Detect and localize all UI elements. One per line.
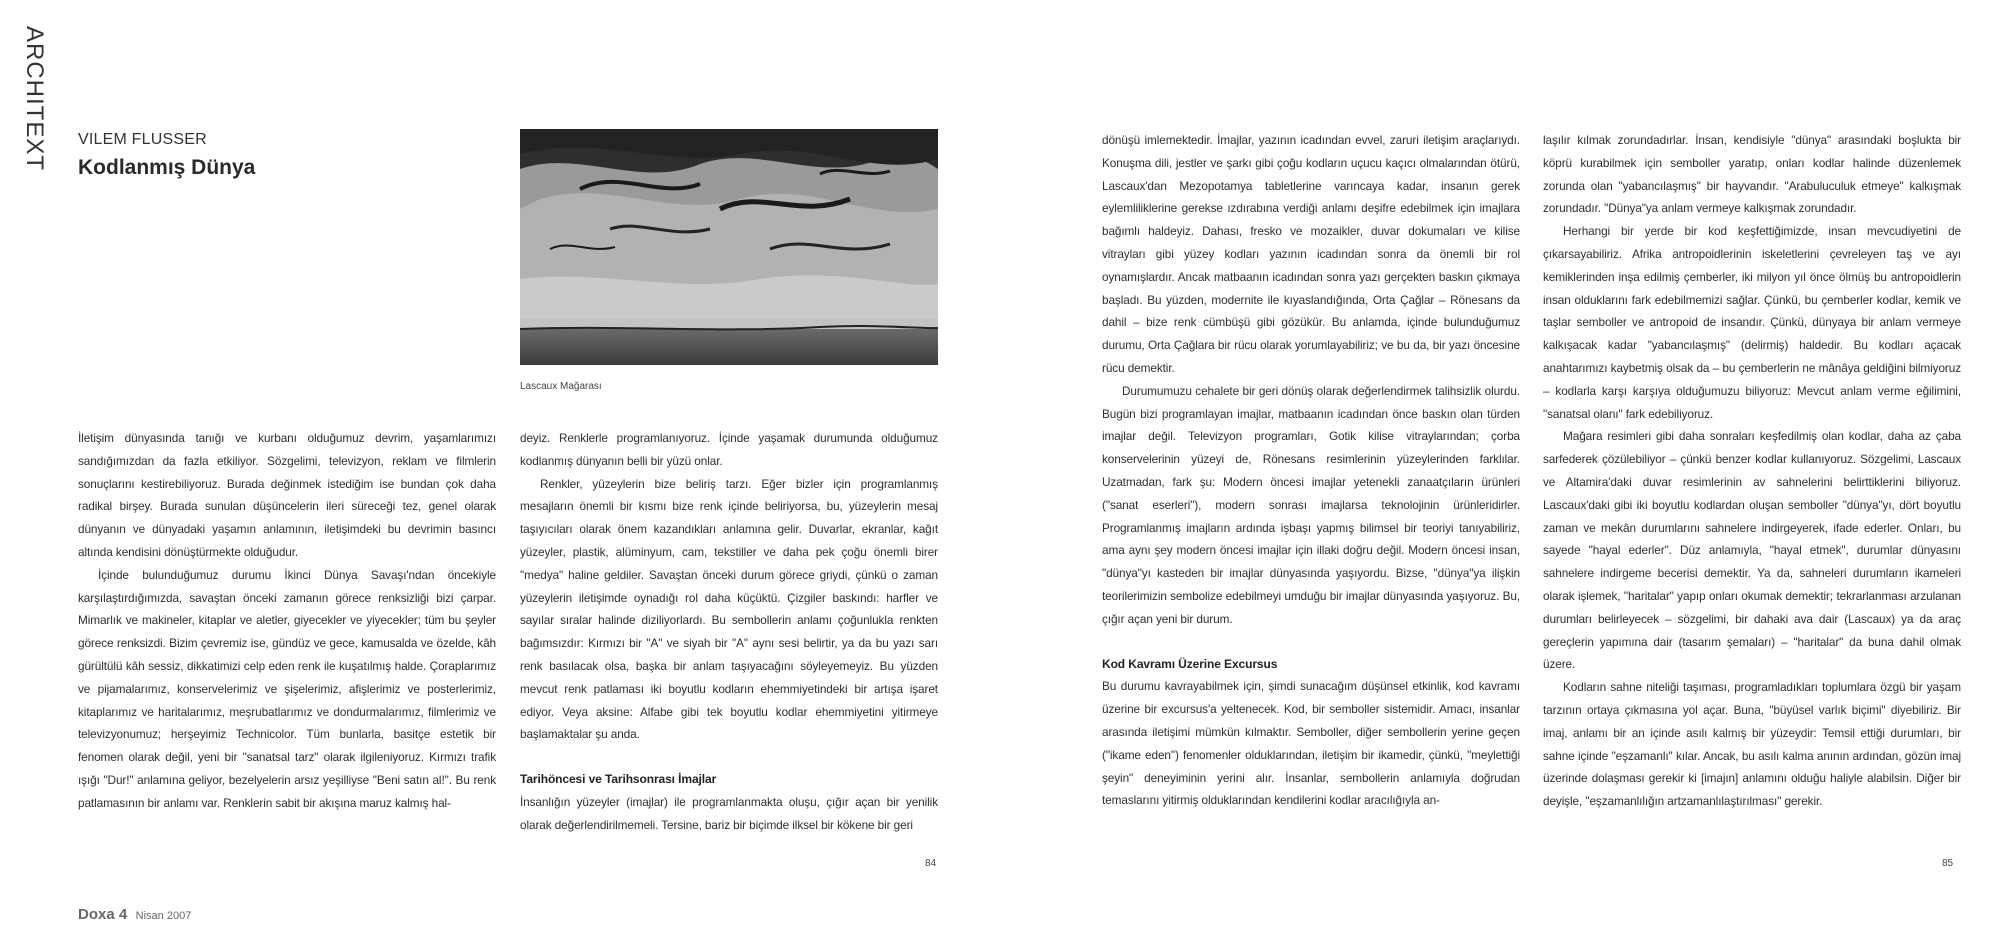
- page-number-left: 84: [925, 858, 937, 869]
- section-heading: Kod Kavramı Üzerine Excursus: [1102, 656, 1278, 671]
- text-column-4: [1543, 129, 1961, 813]
- section-label: ARCHITEXT: [21, 26, 48, 172]
- cave-painting-image: [520, 129, 938, 365]
- article-title: Kodlanmış Dünya: [78, 156, 256, 179]
- paragraph: Bu durumu kavrayabilmek için, şimdi sunacağım düşünsel etkinlik, kod kavramı üzerine bir excursus'a yeltenecek. Kod, bir semboller sistemidir. Amacı, insanlar arasında iletişimi mümkün kılmaktır. Semboller, diğer sembollerin yerine geçen ("ikame eden") fenomenler olduklarından, iletişim bir ikamedir, çünkü, "meylettiği şeyin" deneyiminin yerini alır. İnsanlar, sembollerin anlamıyla doğrudan temaslarını yitirmiş olduklarından kendilerini kodlar aracılığıyla an-: [1102, 679, 1520, 808]
- paragraph: Herhangi bir yerde bir kod keşfettiğimizde, insan mevcudiyetini de çıkarsayabiliriz. Afrika antropoidlerinin iskeletlerini çevreleyen taş ve ayı kemiklerinden inşa edilmiş çemberler, iki milyon yıl önce ölmüş bu antropoidlerin insan olduklarını fark edebilmemizi sağlar. Çünkü, bu çemberler kodlar, kemik ve taşlar semboller ve antropoid de insandır. Çünkü, dünyaya bir anlam vermeye kalkışacak kadar "yabancılaşmış" (delirmiş) haldedir. Bu kodları açacak anahtarımızı kaybetmiş olsak da – bu çemberlerin ne mânâya geldiğini bilmiyoruz – kodlarla karşı karşıya olduğumuzu biliyoruz: Mevcut anlam verme eğilimini, "sanatsal olanı" fark edebiliyoruz.: [1543, 224, 1961, 421]
- text-column-1: [78, 427, 496, 815]
- paragraph: İçinde bulunduğumuz durumu İkinci Dünya Savaşı'ndan öncekiyle karşılaştırdığımızda, savaştan önceki zamanın görece renksizliği bizi çarpar. Mimarlık ve makineler, kitaplar ve aletler, giyecekler ve yiyecekler; tüm bu şeyler görece renksizdi. Bizim çevremiz ise, gündüz ve gece, kamusalda ve özelde, kâh gürültülü kâh sessiz, dikkatimizi celp eden renk ile kuşatılmış halde. Çoraplarımız ve pijamalarımız, konservelerimiz ve şişelerimiz, afişlerimiz ve posterlerimiz, kitaplarımız ve haritalarımız, meşrubatlarımız ve dondurmalarımız, filmlerimiz ve televizyonumuz; herşeyimiz Technicolor. Tüm bunlarla, basitçe estetik bir fenomen olarak değil, yeni bir "sanatsal tarz" olarak ilgileniyoruz. Kırmızı trafik ışığı "Dur!" anlamına geliyor, bezelyelerin arsız yeşilliyse "Beni satın al!". Bu renk patlamasının bir anlamı var. Renklerin sabit bir akışına maruz kalmış hal-: [78, 567, 496, 810]
- section-heading: Tarihöncesi ve Tarihsonrası İmajlar: [520, 772, 717, 787]
- paragraph: Mağara resimleri gibi daha sonraları keşfedilmiş olan kodlar, daha az çaba sarfederek çözülebiliyor – çünkü benzer kodlar kullanıyoruz. Sözgelimi, Lascaux ve Altamira'daki duvar resimlerinin av sahnelerini belirttiklerini biliyoruz. Lascaux'daki gibi iki boyutlu kodlardan oluşan semboller "dünya"yı, dört boyutlu zaman ve mekân durumlarını sahnelere indirgeyerek, ifade ederler. Onları, bu sayede "hayal ederler". Düz anlamıyla, "hayal etmek", durumlar dünyasını sahnelere indirgeme becerisi demektir. Ya da, sahneleri durumların ikameleri olarak işlemek, "haritalar" yapıp onları okumak demektir; tekrarlanması arzulanan durumları belirleyecek – sözgelimi, bir dahaki ava dair (Lascaux) ya da araç gereçlerin yapımına dair (tasarım şemaları) – "haritalar" da buna dahil olmak üzere.: [1543, 429, 1961, 672]
- journal-name: Doxa 4: [78, 906, 128, 923]
- paragraph: deyiz. Renklerle programlanıyoruz. İçinde yaşamak durumunda olduğumuz kodlanmış dünyanın belli bir yüzü onlar.: [520, 431, 938, 468]
- paragraph: laşılır kılmak zorundadırlar. İnsan, kendisiyle "dünya" arasındaki boşlukta bir köprü kurabilmek için semboller yaratıp, onları kodlar halinde düzenlemek zorunda olan "yabancılaşmış" bir hayvandır. "Arabuluculuk etmeye" kalkışmak zorundadır. "Dünya"ya anlam vermeye kalkışmak zorundadır.: [1543, 133, 1961, 216]
- paragraph: Renkler, yüzeylerin bize beliriş tarzı. Eğer bizler için programlanmış mesajların önemli bir kısmı bize renk içinde beliriyorsa, bu, yüzeylerin mesaj taşıyıcıları olarak önem kazandıkları anlamına gelir. Duvarlar, ekranlar, kağıt yüzeyler, plastik, alüminyum, cam, tekstiller ve daha pek çoğu önemli birer "medya" haline geldiler. Savaştan önceki durum görece griydi, çünkü o zaman yüzeylerin iletişimde oynadığı rol daha küçüktü. Çizgiler baskındı: harfler ve sayılar sıralar halinde diziliyorlardı. Bu sembollerin anlamı çoğunlukla renkten bağımsızdır: Kırmızı bir "A" ve siyah bir "A" aynı sesi belirtir, ya da bu yazı sarı renk basılacak olsa, başka bir anlam taşıyacağını söyleyemeyiz. Bu yüzden mevcut renk patlaması iki boyutlu kodların ehemmiyetindeki bir artışa işaret ediyor. Veya aksine: Alfabe gibi tek boyutlu kodlar ehemmiyetini yitirmeye başlamaktalar şu anda.: [520, 476, 938, 742]
- text-column-2: [520, 427, 938, 837]
- issue-date: Nisan 2007: [135, 910, 192, 922]
- paragraph: Durumumuzu cehalete bir geri dönüş olarak değerlendirmek talihsizlik olurdu. Bugün bizi programlayan imajlar, matbaanın icadından önce baskın olan türden imajlar değil. Televizyon programları, Gotik kilise vitraylarından; çorba konservelerinin yüzeyi de, Rönesans resimlerinin yüzeylerinden farklılar. Uzatmadan, fark şu: Modern öncesi imajlar yetenekli zanaatçıların ürünleri ("sanat eserleri"), modern sonrası imajlarsa teknolojinin ürünleridirler. Programlanmış imajların ardında işbaşı yapmış bilimsel bir teoriyi tanıyabiliriz, ama aynı şey modern öncesi imajlar için illaki doğru değil. Modern öncesi insan, "dünya"yı kasteden bir imajlar dünyasında yaşıyordu. Bizse, "dünya"ya ilişkin teorilerimizin sembolize edebilmeyi umduğu bir imajlar dünyasında yaşıyoruz. Bu, çığır açan yeni bir durum.: [1102, 383, 1520, 626]
- text-column-3: [1102, 129, 1520, 812]
- journal-footer: [78, 906, 191, 924]
- paragraph: dönüşü imlemektedir. İmajlar, yazının icadından evvel, zaruri iletişim araçlarıydı. Konuşma dili, jestler ve şarkı gibi çoğu kodların uçucu kaçıcı olmalarından ötürü, Lascaux'dan Mezopotamya tabletlerine varıncaya kadar, insanın gerek eylemliliklerine gerekse ızdırabına verdiği anlamı deşifre edebilmek için imajlara bağımlı haldeyiz. Dahası, fresko ve mozaikler, duvar dokumaları ve kilise vitrayları gibi yüzey kodları yazının icadından sonra da önemli bir rol oynamışlardır. Ancak matbaanın icadından sonra yazı gerçekten baskın çıkmaya başladı. Bu yüzden, modernite ile kıyaslandığında, Orta Çağlar – Rönesans da dahil – bize renk cümbüşü gibi gözükür. Bu anlamda, içinde bulunduğumuz durumu, Orta Çağlara bir rücu olarak yorumlayabiliriz; ve bu da, bir yazı öncesine rücu demektir.: [1102, 133, 1520, 375]
- page-number-right: 85: [1942, 858, 1954, 869]
- paragraph: İletişim dünyasında tanığı ve kurbanı olduğumuz devrim, yaşamlarımızı sandığımızdan da fazla etkiliyor. Sözgelimi, televizyon, reklam ve filmlerin sonuçlarını kestirebiliyoruz. Burada değinmek istediğim ise bundan çok daha radikal birşey. Burada sunulan düşüncelerin ileri süreceği tez, genel olarak dünyanın ve dünyadaki yaşamın anlamının, iletişimdeki bu devrimin basıncı altında kendisini dönüştürmekte olduğudur.: [78, 431, 496, 559]
- paragraph: İnsanlığın yüzeyler (imajlar) ile programlanmakta oluşu, çığır açan bir yenilik olarak değerlendirilmemeli. Tersine, bariz bir biçimde ilksel bir kökene bir geri: [520, 794, 938, 832]
- photo-caption: Lascaux Mağarası: [520, 381, 602, 392]
- paragraph: Kodların sahne niteliği taşıması, programladıkları toplumlara özgü bir yaşam tarzının ortaya çıkmasına yol açar. Buna, "büyüsel varlık biçimi" diyebiliriz. Bir imaj, anlamı bir an içinde asılı kalmış bir yüzeydir: Temsil ettiği durumları, bir sahne içinde "eşzamanlı" kılar. Ancak, bu asılı kalma anının ardından, gözün imaj üzerinde dolaşması gerekir ki [imajın] anlamını olduğu haliyle alabilsin. Diğer bir deyişle, "eşzamanlılığın artzamanlılaştırılması" gerekir.: [1543, 680, 1961, 809]
- author-name: VILEM FLUSSER: [78, 131, 207, 148]
- cave-photo: [520, 129, 938, 365]
